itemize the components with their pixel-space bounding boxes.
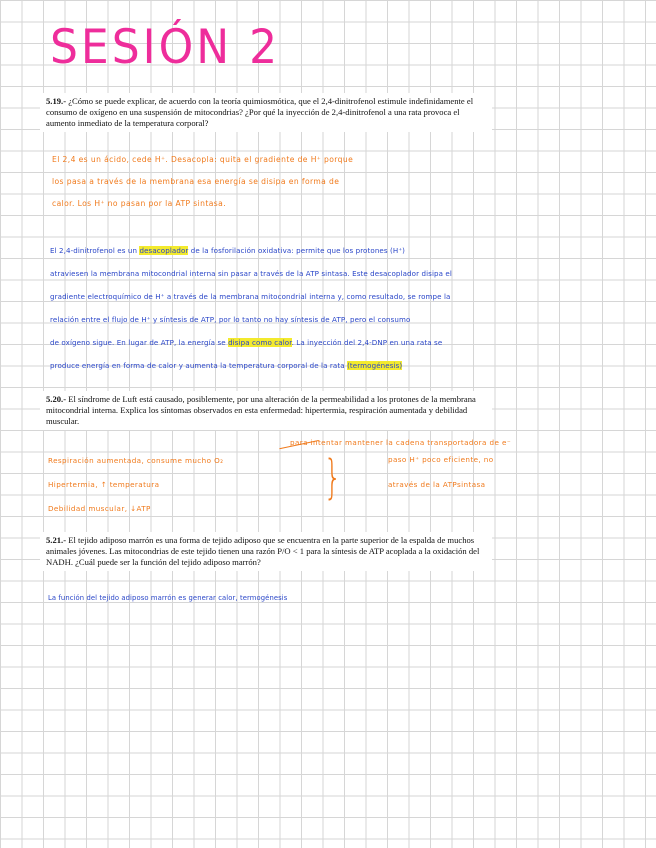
handwritten-line: los pasa a través de la membrana esa energía se disipa en forma de — [52, 177, 340, 186]
handwritten-line: Respiración aumentada, consume mucho O₂ — [48, 456, 224, 465]
page-title: SESIÓN 2 — [50, 20, 281, 76]
handwritten-line: atraviesen la membrana mitocondrial interna sin pasar a través de la ATP sintasa. Este desacoplador disipa el — [50, 269, 452, 278]
highlighted-text: disipa como calor — [228, 338, 292, 347]
text-span: de oxígeno sigue. En lugar de ATP, la energía se — [50, 338, 229, 347]
answer-5-19-a — [52, 150, 353, 214]
handwritten-line: Hipertermia, ↑ temperatura — [48, 480, 160, 489]
handwritten-line: El 2,4 es un ácido, cede H⁺. Desacopla: quita el gradiente de H⁺ porque — [52, 155, 354, 164]
answer-5-20-explanation — [290, 434, 511, 493]
handwritten-line — [50, 354, 452, 377]
answer-5-19-b — [50, 239, 452, 377]
handwritten-line: para intentar mantener la cadena transportadora de e⁻ — [290, 438, 512, 447]
handwritten-line: através de la ATPsintasa — [388, 480, 486, 489]
handwritten-line: paso H⁺ poco eficiente, no — [388, 455, 494, 464]
highlighted-text: (termogénesis) — [347, 361, 403, 370]
question-number: 5.21.- — [46, 535, 67, 545]
question-text: El tejido adiposo marrón es una forma de tejido adiposo que se encuentra en la parte superior de la espalda de muchos animales jóvenes. Las mitocondrias de este tejido tienen una razón P/O < 1 para la síntesis de ATP acoplada a la oxidación del NADH. ¿Cuál puede ser la función del tejido adiposo marrón? — [46, 535, 480, 567]
question-text: El síndrome de Luft está causado, posiblemente, por una alteración de la permeabilidad a los protones de la membrana mitocondrial interna. Explica los síntomas observados en esta enfermedad: hipertermia, respiración aumentada y debilidad muscular. — [46, 394, 476, 426]
answer-5-21 — [48, 589, 287, 607]
handwritten-line: calor. Los H⁺ no pasan por la ATP sintasa. — [52, 199, 227, 208]
handwritten-line: relación entre el flujo de H⁺ y síntesis de ATP, por lo tanto no hay síntesis de ATP, pero el consumo — [50, 315, 411, 324]
handwritten-line: La función del tejido adiposo marrón es generar calor, termogénesis — [48, 594, 288, 602]
question-text: ¿Cómo se puede explicar, de acuerdo con la teoría quimiosmótica, que el 2,4-dinitrofenol estimule indefinidamente el consumo de oxígeno en una suspensión de mitocondrias? ¿Por qué la inyección de 2,4-dinitrofenol a una rata provoca el aumento inmediato de la temperatura corporal? — [46, 96, 474, 128]
text-span: de la fosforilación oxidativa: permite que los protones (H⁺) — [188, 246, 406, 255]
text-span: El 2,4-dinitrofenol es un — [50, 246, 140, 255]
text-span: produce energía en forma de calor y aumenta la temperatura corporal de la rata — [50, 361, 348, 370]
question-number: 5.19.- — [46, 96, 67, 106]
answer-5-20-symptoms — [48, 449, 223, 521]
curly-brace: } — [323, 450, 342, 504]
question-number: 5.20.- — [46, 394, 67, 404]
handwritten-line: gradiente electroquímico de H⁺ a través de la membrana mitocondrial interna y, como resultado, se rompe la — [50, 292, 451, 301]
question-5-20 — [40, 391, 492, 430]
handwritten-line: Debilidad muscular, ↓ATP — [48, 504, 151, 513]
question-5-21 — [40, 532, 492, 571]
question-5-19 — [40, 93, 492, 132]
handwritten-line — [50, 331, 452, 354]
highlighted-text: desacoplador — [139, 246, 189, 255]
handwritten-line — [50, 239, 452, 262]
text-span: . La inyección del 2,4-DNP en una rata se — [291, 338, 443, 347]
